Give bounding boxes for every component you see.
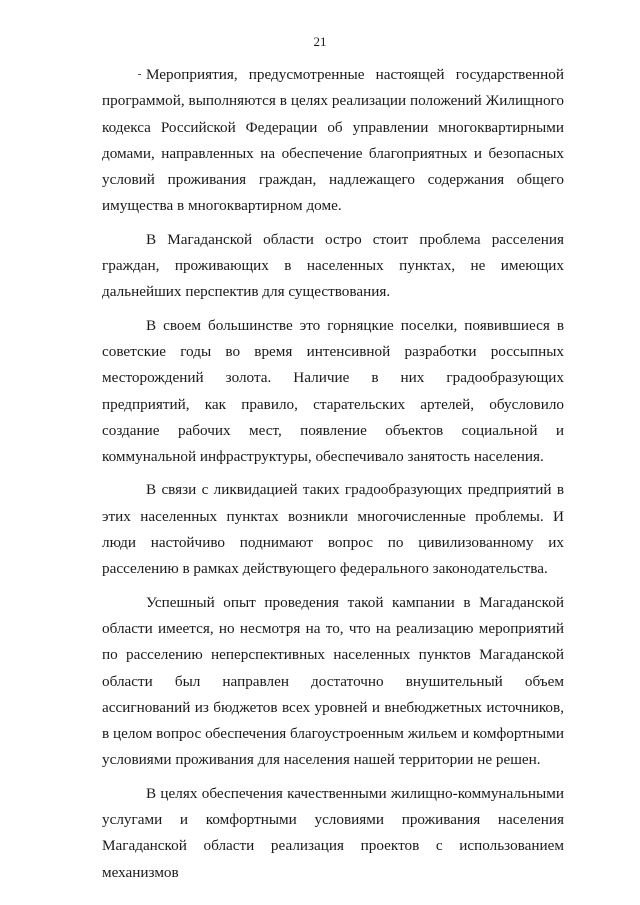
- paragraph-5: Успешный опыт проведения такой кампании в Магаданской области имеется, но несмотря на то, что на реализацию мероприятий по расселению неперспективных населенных пунктов Магаданской области был направлен достаточно внушительный объем ассигнований из бюджетов всех уровней и внебюджетных источников, в целом вопрос обеспечения благоустроенным жильем и комфортными условиями проживания для населения нашей территории не решен.: [102, 593, 564, 769]
- paragraph-6: В целях обеспечения качественными жилищно-коммунальными услугами и комфортными условиями проживания населения Магаданской области реализация проектов с использованием механизмов: [102, 784, 564, 881]
- paragraph-3: В своем большинстве это горняцкие поселки, появившиеся в советские годы во время интенсивной разработки россыпных месторождений золота. Наличие в них градообразующих предприятий, как правило, старательских артелей, обусловило создание рабочих мест, появление объектов социальной и коммунальной инфраструктуры, обеспечивало занятость населения.: [102, 316, 564, 466]
- page-number: 21: [313, 34, 327, 49]
- body-text: [102, 62, 564, 886]
- paragraph-4: В связи с ликвидацией таких градообразующих предприятий в этих населенных пунктах возникли многочисленные проблемы. И люди настойчиво поднимают вопрос по цивилизованному их расселению в рамках действующего федерального законодательства.: [102, 481, 564, 578]
- paragraph-2: В Магаданской области остро стоит проблема расселения граждан, проживающих в населенных пунктах, не имеющих дальнейших перспектив для существования.: [102, 230, 564, 301]
- paragraph-1: Мероприятия, предусмотренные настоящей государственной программой, выполняются в целях реализации положений Жилищного кодекса Российской Федерации об управлении многоквартирными домами, направленных на обеспечение благоприятных и безопасных условий проживания граждан, надлежащего содержания общего имущества в многоквартирном доме.: [102, 66, 564, 215]
